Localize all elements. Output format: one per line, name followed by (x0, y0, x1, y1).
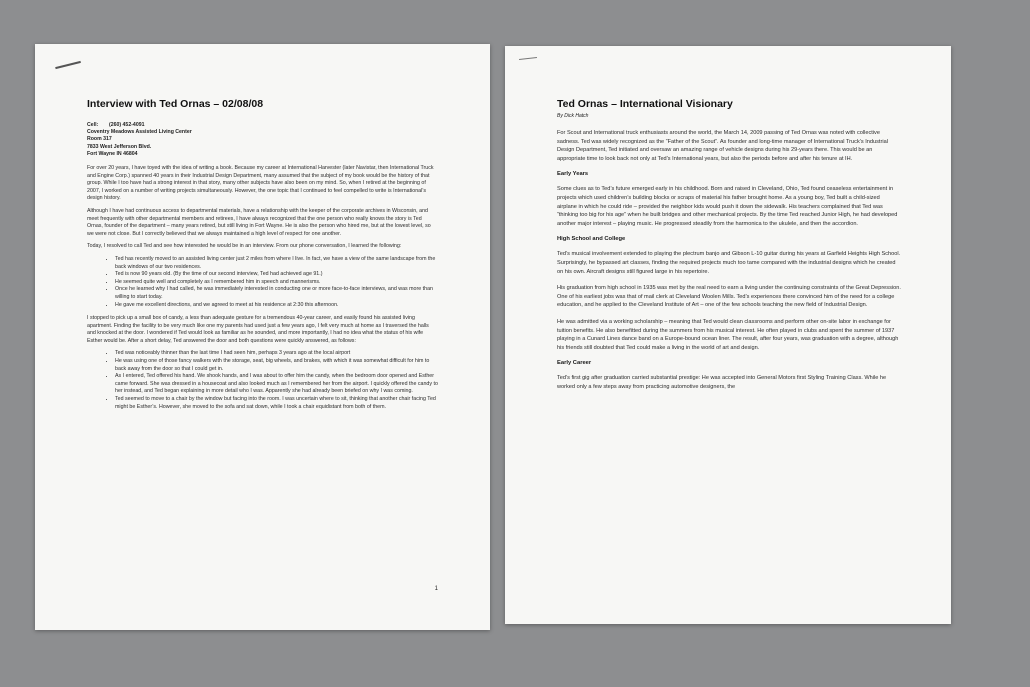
contact-line: Coventry Meadows Assisted Living Center (87, 129, 192, 136)
contact-line: Room 317 (87, 136, 112, 143)
section-heading: Early Years (557, 171, 589, 178)
article-title: Ted Ornas – International Visionary (557, 98, 733, 110)
paragraph: His graduation from high school in 1935 was met by the real need to earn a living under the continuing constraints of the Great Depression. One of his earliest jobs was that of mail clerk at Cleveland Woolen Mills. Ted’s experiences there convinced him of the need for a college education, and he applied to the Cleveland Institute of Art – one of the few schools teaching the new field of Industrial Design. (557, 285, 901, 309)
list-item: • Ted was noticeably thinner than the last time I had seen him, perhaps 3 years ago at the local airport (115, 350, 438, 358)
paragraph: Today, I resolved to call Ted and see how interested he would be in an interview. From our phone conversation, I learned the following: (87, 243, 402, 250)
cell-label: Cell: (87, 122, 99, 128)
list-item: • Ted has recently moved to an assisted living center just 2 miles from where I live. In fact, we have a view of the same landscape from the back windows of our two residences. (115, 256, 438, 271)
section-heading: Early Career (557, 360, 592, 367)
paragraph: I stopped to pick up a small box of candy, a less than adequate gesture for a tremendous 40-year career, and easily found his assisted living apartment. Finding the facility to be very much like one my parents had used just a few years ago, I felt very much at home as I traversed the halls and knocked at the door. I wondered if Ted would look as familiar as he sounded, and more importantly, I had no idea what the status of his wife Esther would be. After a short delay, Ted answered the door and both questions were quickly answered, as follows: (87, 315, 429, 344)
contact-line: 7833 West Jefferson Blvd. (87, 143, 152, 150)
list-item: • Once he learned why I had called, he was immediately interested in conducting one or more face-to-face interviews, and was more than willing to start today. (115, 286, 438, 301)
intro-paragraph: For Scout and International truck enthusiasts around the world, the March 14, 2009 passing of Ted Ornas was noted with collective sadness. Ted was widely recognized as the “Father of the Scout”. As founder and long-time manager of International Truck’s Industrial Design Department, Ted initiated and oversaw an amazing range of vehicle designs during his 29-years there. This would be an appropriate time to look back not only at Ted’s International years, but also the periods before and after his tenure at IH. (557, 130, 888, 162)
article-page (505, 46, 951, 624)
byline: By Dick Hatch (557, 113, 589, 119)
list-item: • He gave me excellent directions, and we agreed to meet at his residence at 2:30 this afternoon. (115, 302, 438, 310)
paragraph: Ted’s first gig after graduation carried substantial prestige: He was accepted into General Motors first Styling Training Class. While he worked only a few steps away from practicing automotive designers, the (557, 375, 887, 390)
pen-mark (55, 61, 81, 69)
contact-line: Fort Wayne IN 46804 (87, 150, 138, 157)
paragraph: Although I have had continuous access to departmental materials, have a relationship with the keeper of the corporate archives in Wisconsin, and meet frequently with other departmental members and retirees, I have always recognized that the one person who really knows the story is Ted Ornas, founder of the department – many years retired, but still living in Fort Wayne. He is also the person who hired me, but at the lowest level, so we were not close. But I correctly believed that we always maintained a high level of respect for one another. (87, 207, 431, 237)
paragraph: Ted’s musical involvement extended to playing the plectrum banjo and Gibson L-10 guitar during his years at Garfield Heights High School. Surprisingly, he bypassed art classes, finding the required projects much too tame compared with the industrial designs which he created on his own. Aircraft designs still figured large in his repertoire. (557, 251, 901, 275)
paragraph: Some clues as to Ted’s future emerged early in his childhood. Born and raised in Cleveland, Ohio, Ted found ceaseless entertainment in projects which used children’s building blocks or scraps of material his father brought home. As a young boy, Ted built a child-sized airplane in which he could ride – provided the neighbor kids would push it down the sidewalk. His teachers complained that Ted was “thinking too big for his age” when he built bridges and other mechanical projects. By the time Ted reached Junior High, he had developed another major interest – playing music. He progressed steadily from the harmonica to the ukulele, and then the accordion. (557, 186, 898, 227)
list-item: • He seemed quite well and completely as I remembered him in speech and mannerisms. (115, 279, 438, 287)
paragraph: For over 20 years, I have toyed with the idea of writing a book. Because my career at International Harvester (later Navistar, then International Truck and Engine Corp.) spanned 40 years in their Industrial Design Department, many assumed that the subject of my book would be the history of that group. While I too have had a strong interest in that story, many other subjects have also been on my mind. So, when I retired at the beginning of 2007, I worked on a number of writing projects simultaneously. However, the one topic that I continued to feel compelled to write is International’s design history. (87, 165, 434, 202)
paragraph: He was admitted via a working scholarship – meaning that Ted would clean classrooms and perform other on-site labor in exchange for tuition benefits. He also benefitted during the summers from his musical interest. He often played in clubs and spent the summer of 1937 playing in a Cunard Lines dance band on a Europe-bound ocean liner. The result, after four years, was graduation with a degree, although his friends still doubted that Ted could make a living in the world of art and design. (557, 318, 899, 351)
pen-mark (519, 57, 537, 60)
interview-page (35, 44, 490, 630)
contact-block (87, 122, 438, 158)
list-item: • As I entered, Ted offered his hand. We shook hands, and I was about to offer him the candy, when the bedroom door opened and Esther came forward. She was dressed in a housecoat and also looked much as I remembered her from the airport. I quickly offered the candy to her instead, and Ted began explaining in more detail who I was. Apparently she had already been briefed on why I was coming. (115, 373, 438, 396)
section-heading: High School and College (557, 236, 626, 243)
list-item: • Ted seemed to move to a chair by the window but facing into the room. I was uncertain where to sit, thinking that another chair facing Ted might be Esther’s. However, she moved to the sofa and sat down, while I took a chair equidistant from both of them. (115, 396, 438, 411)
bullet-list (87, 256, 438, 309)
list-item: • He was using one of those fancy walkers with the storage, seat, big wheels, and brakes, with which it was somewhat difficult for him to back away from the door so that I could get in. (115, 358, 438, 373)
interview-title: Interview with Ted Ornas – 02/08/08 (87, 98, 264, 110)
bullet-list (87, 350, 438, 411)
page-number: 1 (434, 586, 438, 592)
cell-value: (260) 452-4091 (109, 122, 145, 128)
list-item: • Ted is now 90 years old. (By the time of our second interview, Ted had achieved age 91.) (115, 271, 438, 279)
